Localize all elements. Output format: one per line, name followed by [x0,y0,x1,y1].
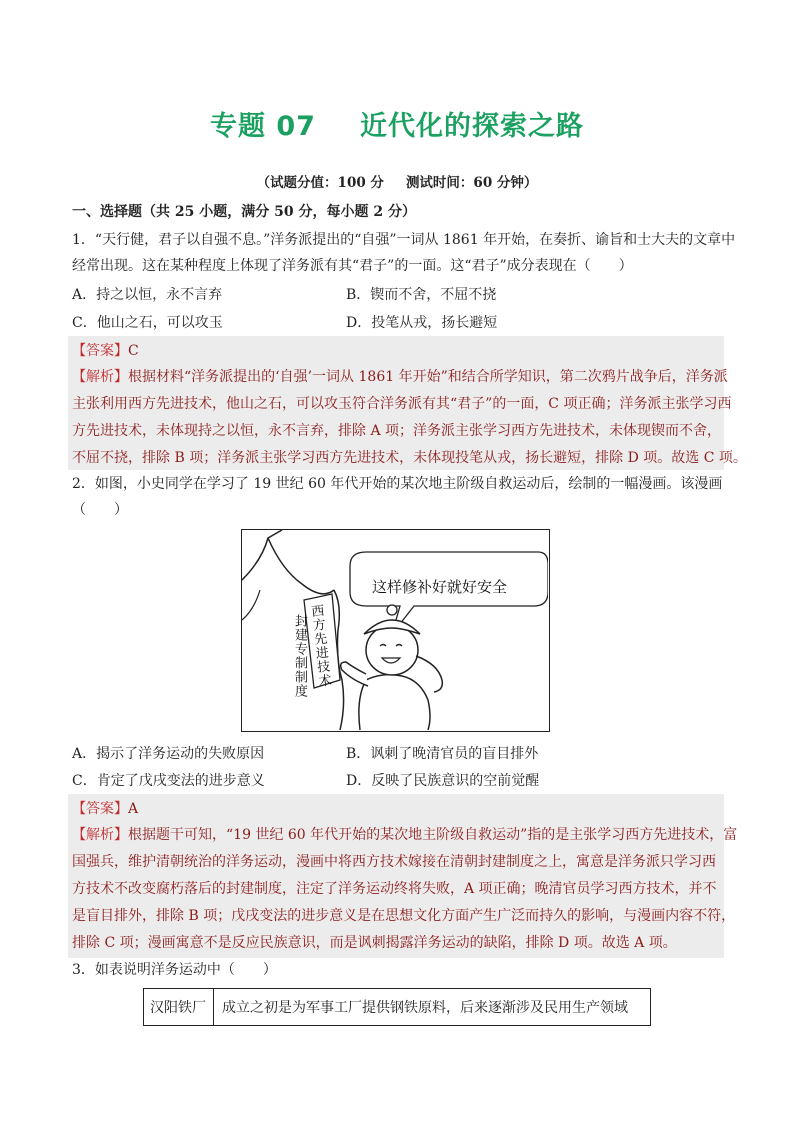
exam-meta [0,171,794,191]
q2-option-c: C．肯定了戊戌变法的进步意义 [72,773,265,789]
title-topic-name: 近代化的探索之路 [359,111,584,142]
q3-table-desc-cell: 成立之初是为军事工厂提供钢铁原料，后来逐渐涉及民用生产领域 [222,1000,628,1016]
q2-answer [72,798,138,818]
cartoon-drawing [242,530,548,730]
q1-stem-line-1: 1．“天行健，君子以自强不息。”洋务派提出的“自强”一词从 1861 年开始，在奏折、谕旨和士大夫的文章中 [72,232,736,248]
q2-analysis-line-4: 是盲目排外，排除 B 项；戊戌变法的进步意义是在思想文化方面产生广泛而持久的影响，与漫画内容不符， [72,908,736,924]
q1-analysis-tag: 【解析】 [72,369,128,385]
q1-answer [72,340,139,360]
q2-stem-line-1: 2．如图，小史同学在学习了 19 世纪 60 年代开始的某次地主阶级自救运动后，绘制的一幅漫画。该漫画 [72,476,723,492]
q2-analysis-text-1: 根据题干可知，“19 世纪 60 年代开始的某次地主阶级自救运动”指的是主张学习西方先进技术，富 [128,827,738,843]
q1-analysis-line-3: 方先进技术，未体现持之以恒，永不言弃，排除 A 项；洋务派主张学习西方先进技术，未体现锲而不舍， [72,423,722,439]
q2-option-d: D．反映了民族意识的空前觉醒 [346,773,540,789]
q1-analysis-text-1: 根据材料“洋务派提出的‘自强’一词从 1861 年开始”和结合所学知识，第二次鸦片战争后，洋务派 [128,369,728,385]
q1-analysis-line-4: 不屈不挠，排除 B 项；洋务派主张学习西方先进技术，未体现投笔从戎，扬长避短，排除 D 项。故选 C 项。 [72,450,747,466]
q1-option-d: D．投笔从戎，扬长避短 [346,315,498,331]
q2-analysis-line-5: 排除 C 项；漫画寓意不是反应民族意识，而是讽刺揭露洋务运动的缺陷，排除 D 项。故选 A 项。 [72,935,677,951]
cartoon-patch-label: 西方先进技术 [307,603,332,689]
q1-option-b: B．锲而不舍，不屈不挠 [346,287,497,303]
q2-analysis-line-3: 方技术不改变腐朽落后的封建制度，注定了洋务运动终将失败，A 项正确；晚清官员学习西方技术，并不 [72,881,717,897]
title-topic-number: 专题 07 [210,111,316,142]
q1-analysis-line-1 [72,366,728,386]
q2-option-b: B．讽刺了晚清官员的盲目排外 [346,746,539,762]
q1-analysis-line-2: 主张利用西方先进技术，他山之石，可以攻玉符合洋务派有其“君子”的一面，C 项正确；洋务派主张学习西 [72,396,732,412]
q3-table [143,988,651,1026]
q1-answer-tag: 【答案】 [72,343,128,359]
q2-analysis-line-1 [72,824,737,844]
q2-analysis-tag: 【解析】 [72,827,128,843]
q3-stem: 3．如表说明洋务运动中（ ） [72,962,277,978]
q2-answer-tag: 【答案】 [72,801,128,817]
cartoon-speech-text: 这样修补好就好安全 [372,578,508,596]
page-title [0,104,794,143]
q2-cartoon [241,529,550,732]
q1-option-a: A．持之以恒，永不言弃 [72,287,223,303]
q1-stem-line-2: 经常出现。这在某种程度上体现了洋务派有其“君子”的一面。这“君子”成分表现在（ ） [72,258,633,274]
q2-analysis-line-2: 国强兵，维护清朝统治的洋务运动，漫画中将西方技术嫁接在清朝封建制度之上，寓意是洋务派只学习西 [72,854,716,870]
q2-option-a: A．揭示了洋务运动的失败原因 [72,746,265,762]
q1-answer-value: C [128,343,139,359]
exam-time: 测试时间：60 分钟） [405,175,538,191]
exam-score: （试题分值：100 分 [256,175,384,191]
q3-table-name-cell: 汉阳铁厂 [144,989,214,1025]
section-heading: 一、选择题（共 25 小题，满分 50 分，每小题 2 分） [72,204,416,220]
q2-stem-line-2: （ ） [72,502,128,518]
q2-answer-value: A [128,801,139,817]
q1-option-c: C．他山之石，可以攻玉 [72,315,223,331]
cartoon-wall-label: 封建专制制度 [292,614,307,698]
